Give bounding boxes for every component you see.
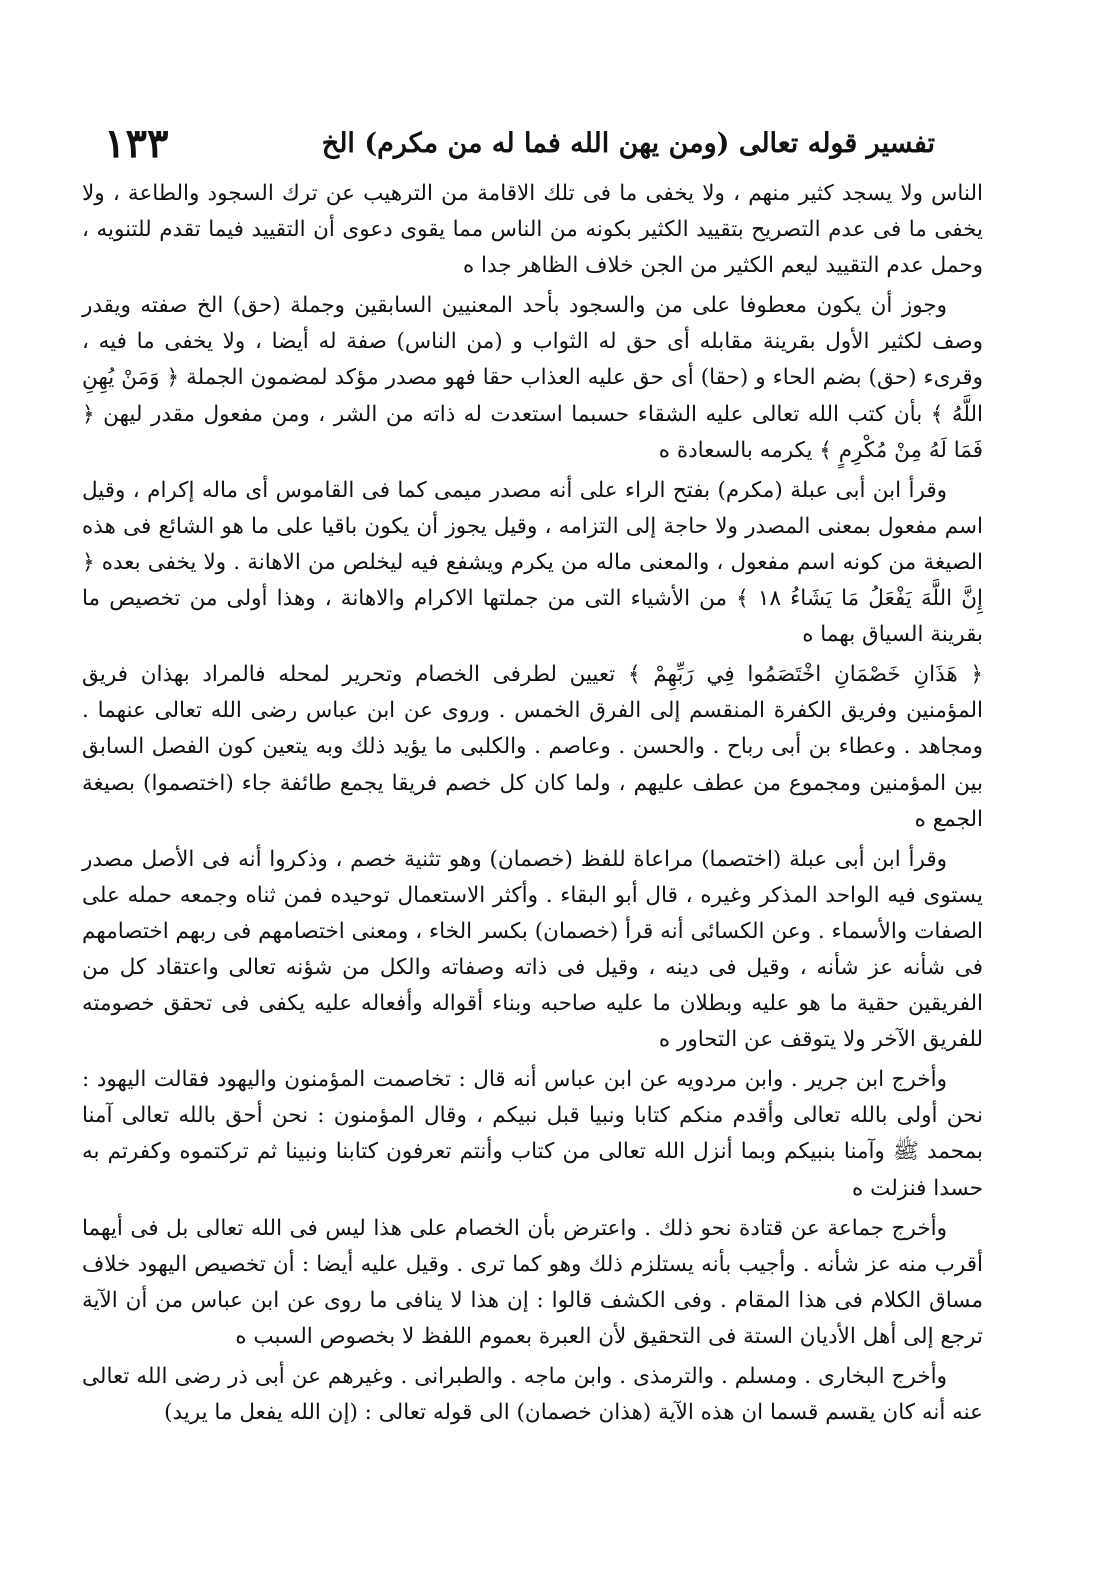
running-title: تفسير قوله تعالى (ومن يهن الله فما له من مكرم) الخ xyxy=(321,128,935,159)
paragraph-3: وقرأ ابن أبى عبلة (مكرم) بفتح الراء على أنه مصدر ميمى كما فى القاموس أى ماله إكرام ، وقيل اسم مفعول بمعنى المصدر ولا حاجة إلى التزامه ، وقيل يجوز أن يكون باقيا على ما هو الشائع فى هذه الصيغة من كونه اسم مفعول ، والمعنى ماله من يكرم ويشفع فيه ليخلص من الاهانة . ولا يخفى بعده ﴿ إِنَّ اللَّهَ يَفْعَلُ مَا يَشَاءُ ١٨ ﴾ من الأشياء التى من جملتها الاكرام والاهانة ، وهذا أولى من تخصيص ما بقرينة السياق بهما ه xyxy=(82,477,983,648)
paragraph-2: وجوز أن يكون معطوفا على من والسجود بأحد المعنيين السابقين وجملة (حق) الخ صفته ويقدر وصف لكثير الأول بقرينة مقابله أى حق له الثواب و (من الناس) صفة له أيضا ، ولا يخفى ما فيه ، وقرىء (حق) بضم الحاء و (حقا) أى حق عليه العذاب حقا فهو مصدر مؤكد لمضمون الجملة ﴿ وَمَنْ يُهِنِ اللَّهُ ﴾ بأن كتب الله تعالى عليه الشقاء حسبما استعدت له ذاته من الشر ، ومن مفعول مقدر ليهن ﴿ فَمَا لَهُ مِنْ مُكْرِمٍ ﴾ يكرمه بالسعادة ه xyxy=(82,293,983,463)
paragraph-8: وأخرج البخارى . ومسلم . والترمذى . وابن ماجه . والطبرانى . وغيرهم عن أبى ذر رضى الله تعالى عنه أنه كان يقسم قسما ان هذه الآية (هذان خصمان) الى قوله تعالى : (إن الله يفعل ما يريد) xyxy=(82,1364,983,1426)
paragraph-6: وأخرج ابن جرير . وابن مردويه عن ابن عباس أنه قال : تخاصمت المؤمنون واليهود فقالت اليهود : نحن أولى بالله تعالى وأقدم منكم كتابا ونبيا قبل نبيكم ، وقال المؤمنون : نحن أحق بالله تعالى آمنا بمحمد ﷺ وآمنا بنبيكم وبما أنزل الله تعالى من كتاب وأنتم تعرفون كتابنا ونبينا ثم تركتموه وكفرتم به حسدا فنزلت ه xyxy=(82,1067,983,1201)
paragraph-4: ﴿ هَذَانِ خَصْمَانِ اخْتَصَمُوا فِي رَبِّهِمْ ﴾ تعيين لطرفى الخصام وتحرير لمحله فالمراد بهذان فريق المؤمنين وفريق الكفرة المنقسم إلى الفرق الخمس . وروى عن ابن عباس رضى الله تعالى عنهما . ومجاهد . وعطاء بن أبى رباح . والحسن . وعاصم . والكلبى ما يؤيد ذلك وبه يتعين كون الفصل السابق بين المؤمنين ومجموع من عطف عليهم ، ولما كان كل خصم فريقا يجمع طائفة جاء (اختصموا) بصيغة الجمع ه xyxy=(82,662,983,832)
body-text xyxy=(82,176,983,1431)
paragraph-5: وقرأ ابن أبى عبلة (اختصما) مراعاة للفظ (خصمان) وهو تثنية خصم ، وذكروا أنه فى الأصل مصدر يستوى فيه الواحد المذكر وغيره ، قال أبو البقاء . وأكثر الاستعمال توحيده فمن ثناه وجمعه حمله على الصفات والأسماء . وعن الكسائى أنه قرأ (خصمان) بكسر الخاء ، ومعنى اختصامهم فى ربهم اختصامهم فى شأنه عز شأنه ، وقيل فى دينه ، وقيل فى ذاته وصفاته والكل من شؤنه تعالى واعتقاد كل من الفريقين حقية ما هو عليه وبطلان ما عليه صاحبه وبناء أقواله وأفعاله عليه يكفى فى تحقق خصومته للفريق الآخر ولا يتوقف عن التحاور ه xyxy=(82,846,983,1053)
paragraph-1: الناس ولا يسجد كثير منهم ، ولا يخفى ما فى تلك الاقامة من الترهيب عن ترك السجود والطاعة ، ولا يخفى ما فى عدم التصريح بتقييد الكثير بكونه من الناس مما يقوى دعوى أن التقييد فيما تقدم للتنويه ، وحمل عدم التقييد ليعم الكثير من الجن خلاف الظاهر جدا ه xyxy=(82,181,983,279)
page-header xyxy=(104,122,987,170)
paragraph-7: وأخرج جماعة عن قتادة نحو ذلك . واعترض بأن الخصام على هذا ليس فى الله تعالى بل فى أيهما أقرب منه عز شأنه . وأجيب بأنه يستلزم ذلك وهو كما ترى . وقيل عليه أيضا : أن تخصيص اليهود خلاف مساق الكلام فى هذا المقام . وفى الكشف قالوا : إن هذا لا ينافى ما روى عن ابن عباس من أن الآية ترجع إلى أهل الأديان الستة فى التحقيق لأن العبرة بعموم اللفظ لا بخصوص السبب ه xyxy=(82,1215,983,1349)
page-number: ١٣٣ xyxy=(104,120,169,167)
